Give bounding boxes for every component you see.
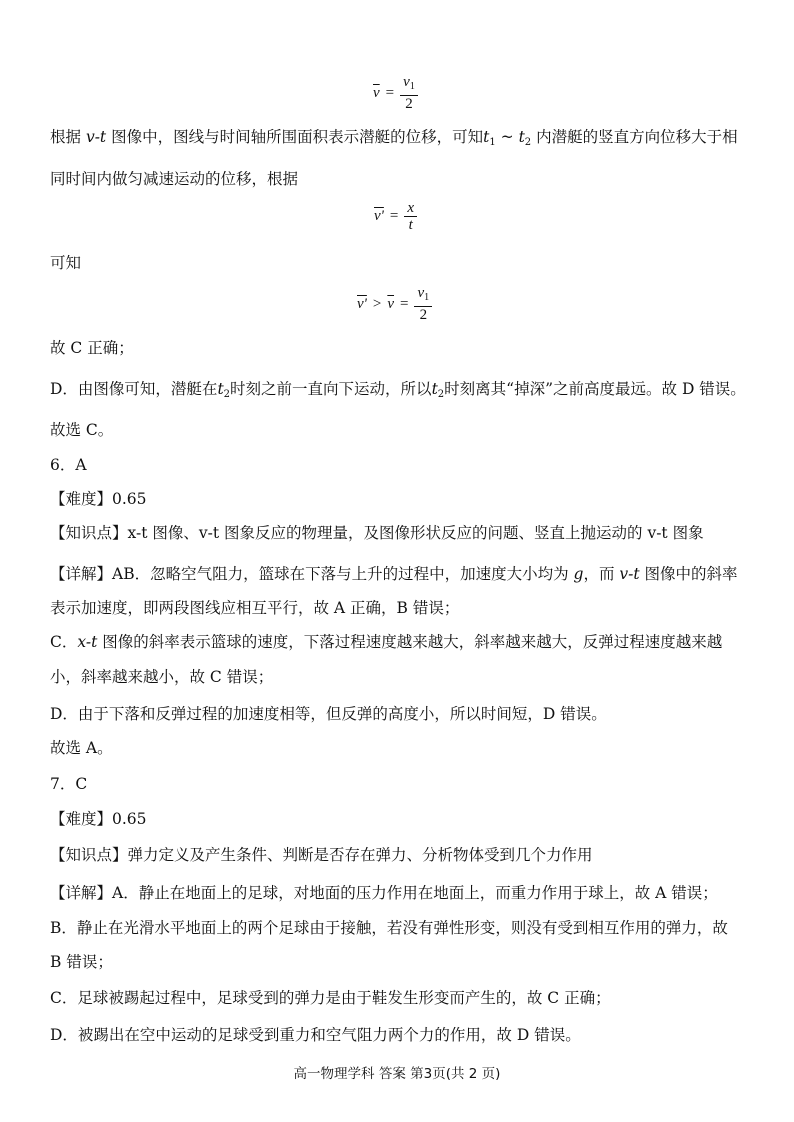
text: 时刻之前一直向下运动，所以 [230,380,432,398]
eq2-num: x [407,200,415,216]
paragraph-vt-line2: 同时间内做匀减速运动的位移，根据 [50,170,299,188]
t1-sub: 1 [489,137,496,148]
q7-difficulty: 【难度】0.65 [50,810,147,828]
eq3-num: v [417,285,425,301]
eq3-gt: > [372,295,382,312]
text: C． [50,633,78,651]
eq3-mid: $\overline{v}$ [387,295,395,312]
eq1-num: v [403,74,410,90]
text: ，而 [583,565,620,583]
eq3-fraction [414,285,432,323]
text: 【详解】AB．忽略空气阻力，篮球在下落与上升的过程中，加速度大小均为 [50,565,574,583]
text: 内潜艇的竖直方向位移大于相 [531,128,738,146]
q7-c: C．足球被踢起过程中，足球受到的弹力是由于鞋发生形变而产生的，故 C 正确； [50,989,611,1007]
q6-detail-line2: 表示加速度，即两段图线应相互平行，故 A 正确，B 错误； [50,599,460,617]
q6-c-line2: 小，斜率越来越小，故 C 错误； [50,668,274,686]
equation-average-velocity [373,74,418,112]
eq2-lhs: v' [374,208,384,224]
text-answer-5: 故选 C。 [50,421,114,439]
text: 时刻离其“掉深”之前高度最远。故 D 错误。 [444,380,746,398]
eq2-op: = [389,208,399,224]
text: D．由图像可知，潜艇在 [50,380,218,398]
q6-detail-line1 [50,563,750,585]
q6-d: D．由于下落和反弹过程的加速度相等，但反弹的高度小，所以时间短，D 错误。 [50,705,607,723]
eq3-num-sub: 1 [424,292,430,303]
eq3-op: = [400,295,409,312]
eq1-fraction [400,74,418,112]
t2-sub: 2 [524,137,532,148]
text: 图像中的斜率 [639,565,738,583]
equation-average-velocity-prime [374,200,417,233]
text: 图像的斜率表示篮球的速度，下落过程速度越来越大，斜率越来越大，反弹过程速度越来越 [97,633,723,651]
paragraph-vt-line1 [50,126,750,154]
q7-d: D．被踢出在空中运动的足球受到重力和空气阻力两个力的作用，故 D 错误。 [50,1026,581,1044]
t-sub: 2 [437,389,445,400]
eq2-fraction [404,200,417,233]
eq1-op: = [385,84,395,101]
eq1-num-sub: 1 [409,81,415,92]
q7-b-line2: B 错误； [50,953,113,971]
page-footer: 高一物理学科 答案 第3页(共 2 页) [293,1066,501,1082]
q7-knowledge: 【知识点】弹力定义及产生条件、判断是否存在弹力、分析物体受到几个力作用 [50,846,593,864]
t-symbol: t [431,380,438,398]
q6-answer: 故选 A。 [50,739,113,757]
eq3-den: 2 [419,307,428,323]
text: 图像中，图线与时间轴所围面积表示潜艇的位移，可知 [106,128,484,146]
t2-symbol: t [518,128,525,146]
text-d-explanation [50,378,750,406]
q6-number: 6．A [50,456,87,474]
vt-symbol: v-t [85,128,107,146]
eq1-den: 2 [405,96,413,112]
text-kezhi: 可知 [50,254,82,272]
t-sub: 2 [223,389,231,400]
q7-number: 7．C [50,775,88,793]
t-symbol: t [217,380,224,398]
q6-difficulty: 【难度】0.65 [50,490,147,508]
text-c-correct: 故 C 正确； [50,339,134,357]
tilde: ~ [495,128,519,146]
vt-symbol: v-t [619,565,640,583]
eq3-lhs: v' [357,295,367,312]
g-symbol: g [573,565,584,583]
q6-knowledge: 【知识点】x-t 图像、v-t 图象反应的物理量，及图像形状反应的问题、竖直上抛运动的 v-t 图象 [50,524,704,542]
eq2-den: t [408,217,413,233]
equation-comparison [357,285,432,323]
t1-symbol: t [483,128,490,146]
eq1-lhs: $\overline{v}$ [373,84,380,101]
text: 根据 [50,128,86,146]
q7-a: 【详解】A．静止在地面上的足球，对地面的压力作用在地面上，而重力作用于球上，故 A 错误； [50,884,718,902]
q7-b-line1: B．静止在光滑水平地面上的两个足球由于接触，若没有弹性形变，则没有受到相互作用的弹力，故 [50,919,728,937]
xt-symbol: x-t [77,633,98,651]
q6-c-line1 [50,631,750,653]
